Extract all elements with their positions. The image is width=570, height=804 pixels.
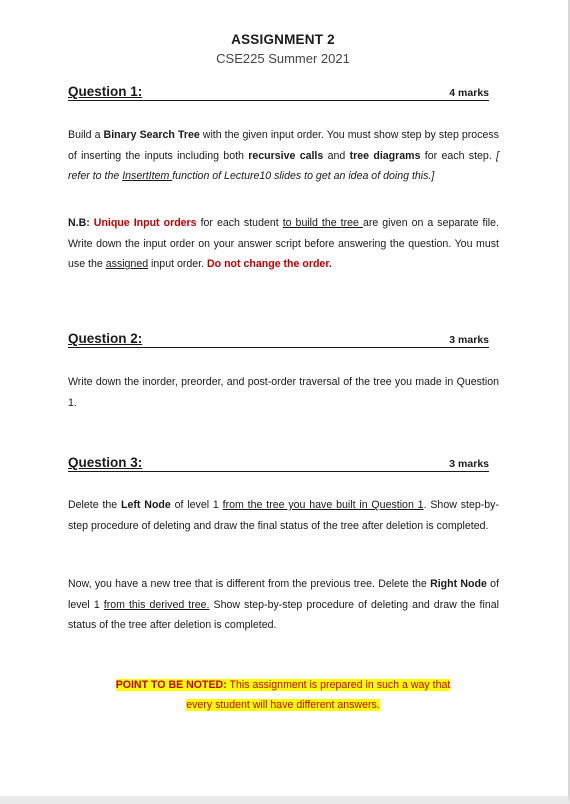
text-red: Unique Input orders <box>93 217 197 229</box>
text-italic: [ refer to the <box>68 149 500 182</box>
text: and <box>323 149 350 162</box>
point-to-be-noted-line-1 <box>0 675 566 695</box>
insertitem-reference: InsertItem <box>122 170 173 182</box>
text-italic: function of Lecture10 slides to get an idea of doing this.] <box>172 170 435 182</box>
text-underlined: from this derived tree. <box>103 598 210 611</box>
text-underlined: assigned <box>105 258 149 270</box>
text-bold: Left Node <box>121 499 171 511</box>
text-bold: Binary Search Tree <box>103 129 200 141</box>
text-bold: tree diagrams <box>349 149 421 162</box>
text: . Show step-by-step procedure of deleting and draw the final status of the tree after deletion is completed. <box>68 499 499 532</box>
question-3-marks: 3 marks <box>449 458 489 470</box>
text: input order. <box>148 258 208 270</box>
question-2-label: Question 2: <box>68 331 143 346</box>
note-label: POINT TO BE NOTED: <box>115 679 227 691</box>
text: Build a <box>68 129 104 141</box>
text: Now, you have a new tree that is different from the previous tree. Delete the <box>68 578 431 590</box>
question-1-marks: 4 marks <box>449 87 489 99</box>
text: of level 1 <box>68 578 500 611</box>
text: for each step. <box>420 149 497 162</box>
text-bold: recursive calls <box>248 149 324 162</box>
question-3-header <box>68 455 489 472</box>
question-3-label: Question 3: <box>68 455 143 470</box>
question-3-paragraph-2 <box>68 574 499 636</box>
question-2-paragraph: Write down the inorder, preorder, and post-order traversal of the tree you made in Question 1. <box>68 376 499 409</box>
text: with the given input order. You must show step by step process of inserting the inputs including both <box>68 129 499 162</box>
question-1-label: Question 1: <box>68 84 143 99</box>
text: of level 1 <box>170 499 223 511</box>
question-1-paragraph-1 <box>68 125 499 187</box>
question-1-header <box>68 84 489 101</box>
text-underlined: from the tree you have built in Question 1 <box>222 499 424 511</box>
note-text-2: every student will have different answers. <box>186 699 380 711</box>
note-text-1: This assignment is prepared in such a way that <box>226 679 451 691</box>
question-2-header <box>68 331 489 348</box>
note-highlight-1 <box>116 679 451 691</box>
text-bold: Right Node <box>430 578 487 590</box>
question-3-paragraph-1 <box>68 495 499 536</box>
text: Delete the <box>68 499 122 511</box>
text-underlined: to build the tree <box>282 217 363 229</box>
course-subtitle: CSE225 Summer 2021 <box>216 51 350 66</box>
text: for each student <box>196 217 283 229</box>
nb-label: N.B: <box>68 217 90 229</box>
text: Show step-by-step procedure of deleting and draw the final status of the tree after deletion is completed. <box>68 598 499 631</box>
question-2-marks: 3 marks <box>449 334 489 346</box>
point-to-be-noted-line-2 <box>0 695 566 715</box>
assignment-title: ASSIGNMENT 2 <box>231 32 335 47</box>
question-1-paragraph-2 <box>68 213 499 275</box>
text-red: Do not change the order. <box>207 258 332 270</box>
text: are given on a separate file. Write down the input order on your answer script before answering the question. You must use the <box>68 217 500 270</box>
